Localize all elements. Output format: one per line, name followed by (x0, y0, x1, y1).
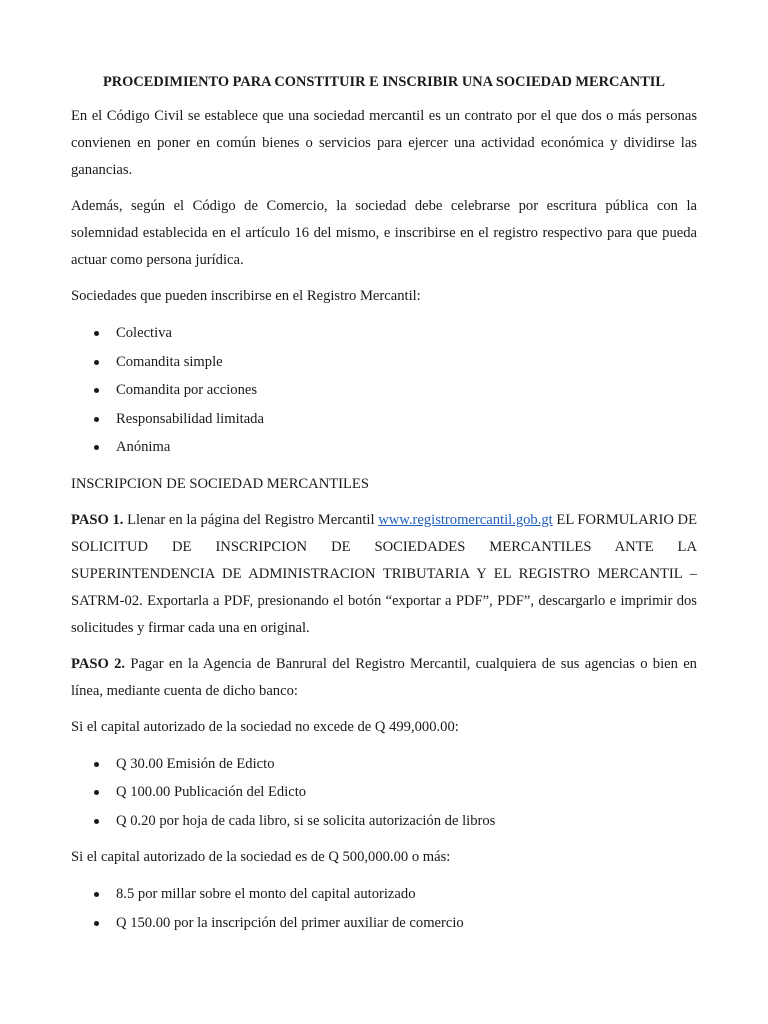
list-item: Q 100.00 Publicación del Edicto (71, 778, 697, 807)
list-item: Comandita por acciones (71, 376, 697, 405)
list-item: Anónima (71, 433, 697, 462)
registro-mercantil-link[interactable]: www.registromercantil.gob.gt (378, 511, 553, 528)
step-1-text-before-link: Llenar en la página del Registro Mercantil (123, 511, 379, 528)
step-2-paragraph (71, 651, 697, 705)
society-types-list (71, 319, 697, 462)
commerce-code-paragraph: Además, según el Código de Comercio, la sociedad debe celebrarse por escritura pública con la solemnidad establecida en el artículo 16 del mismo, e inscribirse en el registro respectivo para que pueda actuar como persona jurídica. (71, 198, 697, 268)
step-1-paragraph (71, 507, 697, 642)
step-1-text-after-link: EL FORMULARIO DE SOLICITUD DE INSCRIPCION DE SOCIEDADES MERCANTILES ANTE LA SUPERINTENDENCIA DE ADMINISTRACION TRIBUTARIA Y EL REGISTRO MERCANTIL – SATRM-02. Exportarla a PDF, presionando el botón “exportar a PDF”, PDF”, descargarlo e imprimir dos solicitudes y firmar cada una en original. (71, 511, 697, 636)
capital-high-intro: Si el capital autorizado de la sociedad es de Q 500,000.00 o más: (71, 849, 451, 865)
capital-low-intro: Si el capital autorizado de la sociedad no excede de Q 499,000.00: (71, 718, 459, 735)
list-item: Q 0.20 por hoja de cada libro, si se solicita autorización de libros (71, 807, 697, 836)
document-page (71, 70, 697, 946)
list-item: Q 150.00 por la inscripción del primer auxiliar de comercio (71, 909, 697, 938)
list-item: Colectiva (71, 319, 697, 348)
step-2-text: Pagar en la Agencia de Banrural del Registro Mercantil, cualquiera de sus agencias o bien en línea, mediante cuenta de dicho banco: (71, 655, 697, 699)
list-item: 8.5 por millar sobre el monto del capital autorizado (71, 880, 697, 909)
intro-paragraph: En el Código Civil se establece que una sociedad mercantil es un contrato por el que dos o más personas convienen en poner en común bienes o servicios para ejercer una actividad económica y dividirse las ganancias. (71, 108, 697, 178)
section-heading: INSCRIPCION DE SOCIEDAD MERCANTILES (71, 475, 369, 492)
list-item: Comandita simple (71, 348, 697, 377)
capital-high-list (71, 880, 697, 937)
step-2-label: PASO 2. (71, 655, 126, 672)
capital-low-list (71, 750, 697, 836)
societies-intro: Sociedades que pueden inscribirse en el Registro Mercantil: (71, 288, 421, 304)
step-1-label: PASO 1. (71, 511, 124, 528)
document-title: PROCEDIMIENTO PARA CONSTITUIR E INSCRIBIR UNA SOCIEDAD MERCANTIL (103, 74, 665, 90)
list-item: Q 30.00 Emisión de Edicto (71, 750, 697, 779)
list-item: Responsabilidad limitada (71, 405, 697, 434)
